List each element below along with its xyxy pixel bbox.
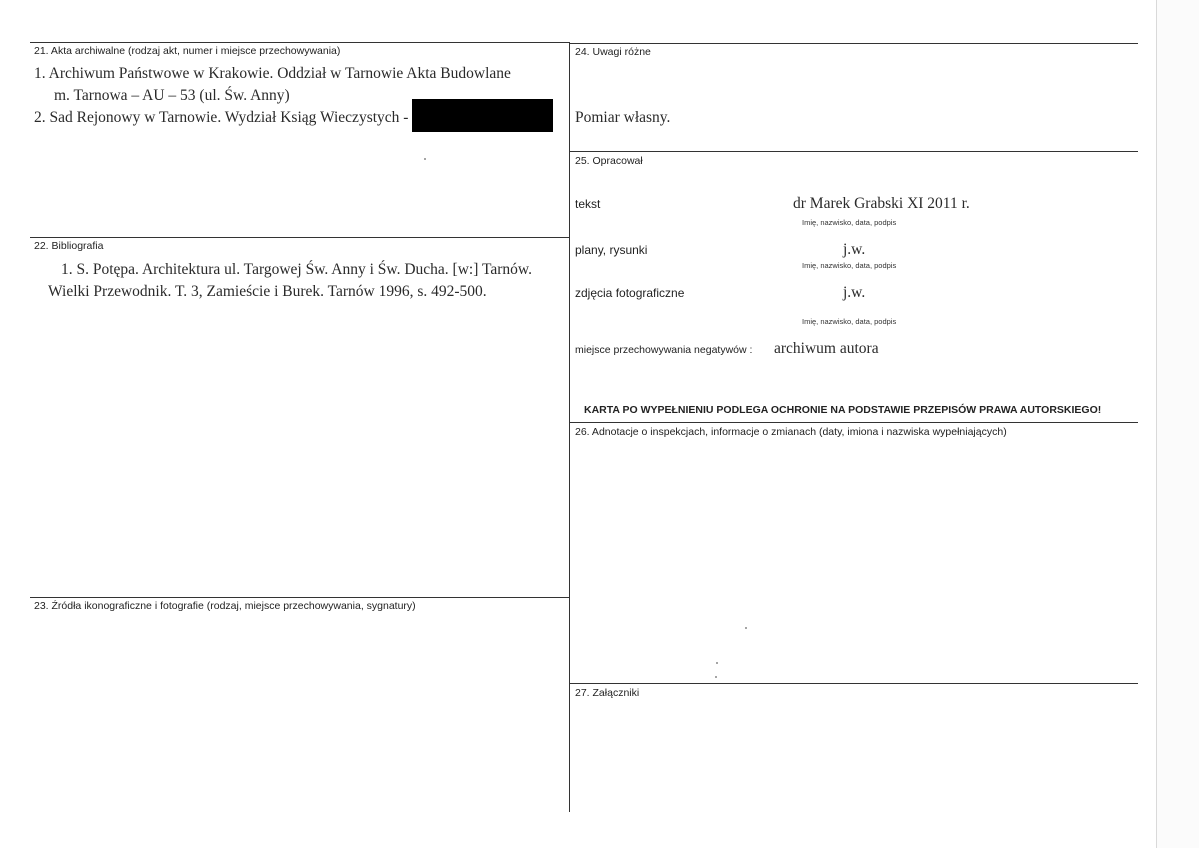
section-21-rule (30, 42, 569, 43)
tekst-signature-hint: Imię, nazwisko, data, podpis (802, 218, 897, 227)
scan-speck (424, 158, 426, 160)
plany-signature-hint: Imię, nazwisko, data, podpis (802, 261, 897, 270)
negatywy-value: archiwum autora (774, 340, 879, 357)
plany-value: j.w. (843, 241, 866, 258)
page-edge (1156, 0, 1199, 848)
section-22-line-2: Wielki Przewodnik. T. 3, Zamieście i Burek. Tarnów 1996, s. 492-500. (48, 283, 487, 300)
column-divider (569, 42, 570, 812)
negatywy-label: miejsce przechowywania negatywów : (575, 344, 753, 356)
section-21-label: 21. Akta archiwalne (rodzaj akt, numer i miejsce przechowywania) (34, 45, 341, 57)
plany-label: plany, rysunki (575, 243, 648, 257)
section-21-line-3: 2. Sad Rejonowy w Tarnowie. Wydział Ksiąg Wieczystych - (34, 109, 409, 126)
section-24-value: Pomiar własny. (575, 109, 671, 126)
section-22-line-1: 1. S. Potępa. Architektura ul. Targowej Św. Anny i Św. Ducha. [w:] Tarnów. (61, 261, 532, 278)
zdjecia-signature-hint: Imię, nazwisko, data, podpis (802, 317, 897, 326)
section-21-line-1: 1. Archiwum Państwowe w Krakowie. Oddział w Tarnowie Akta Budowlane (34, 65, 511, 82)
section-27-label: 27. Załączniki (575, 687, 640, 699)
scan-speck (716, 662, 718, 664)
copyright-notice: KARTA PO WYPEŁNIENIU PODLEGA OCHRONIE NA PODSTAWIE PRZEPISÓW PRAWA AUTORSKIEGO! (584, 404, 1102, 416)
scan-speck (715, 676, 717, 678)
tekst-value: dr Marek Grabski XI 2011 r. (793, 195, 970, 212)
section-22-rule (30, 237, 569, 238)
section-24-rule (569, 43, 1138, 44)
redaction-block (412, 99, 553, 132)
section-25-label: 25. Opracował (575, 155, 643, 167)
section-25-rule (569, 151, 1138, 152)
section-26-rule (569, 422, 1138, 423)
section-23-rule (30, 597, 569, 598)
section-26-label: 26. Adnotacje o inspekcjach, informacje o zmianach (daty, imiona i nazwiska wypełniających) (575, 426, 1007, 438)
zdjecia-label: zdjęcia fotograficzne (575, 286, 685, 300)
section-22-label: 22. Bibliografia (34, 240, 104, 252)
scan-speck (745, 627, 747, 629)
section-21-line-2: m. Tarnowa – AU – 53 (ul. Św. Anny) (54, 87, 290, 104)
section-27-rule (569, 683, 1138, 684)
zdjecia-value: j.w. (843, 284, 866, 301)
section-23-label: 23. Źródła ikonograficzne i fotografie (rodzaj, miejsce przechowywania, sygnatury) (34, 600, 416, 612)
section-24-label: 24. Uwagi różne (575, 46, 651, 58)
tekst-label: tekst (575, 197, 601, 211)
